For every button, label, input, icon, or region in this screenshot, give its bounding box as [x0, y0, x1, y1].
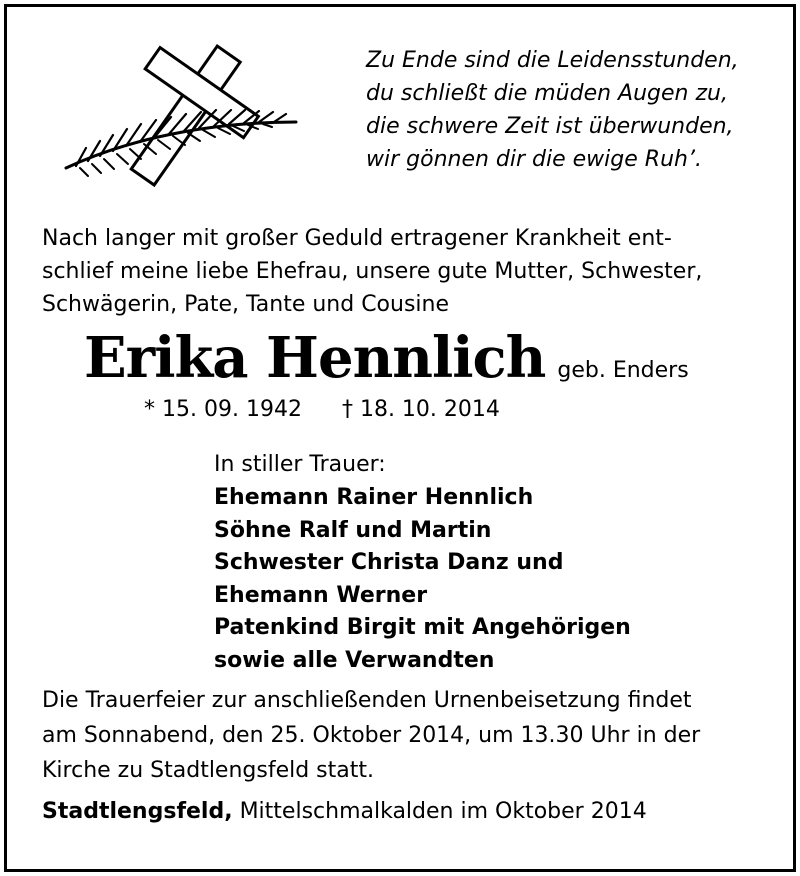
- poem-line: die schwere Zeit ist überwunden,: [366, 114, 734, 139]
- birth-date: * 15. 09. 1942: [144, 397, 302, 422]
- mourner-item: sowie alle Verwandten: [214, 647, 495, 673]
- poem-line: wir gönnen dir die ewige Ruh’.: [366, 147, 702, 172]
- intro-text: [42, 222, 772, 321]
- poem-line: Zu Ende sind die Leidensstunden,: [366, 48, 739, 73]
- mourner-item: Ehemann Werner: [214, 582, 428, 608]
- death-date: † 18. 10. 2014: [341, 397, 500, 422]
- intro-line: Schwägerin, Pate, Tante und Cousine: [42, 292, 450, 317]
- poem-verse: [366, 44, 786, 176]
- mourner-item: Schwester Christa Danz und: [214, 550, 564, 575]
- cross-with-palm-frond-icon: [56, 40, 306, 190]
- intro-line: Nach langer mit großer Geduld ertragener Krankheit ent-: [42, 226, 672, 251]
- mourner-item: Patenkind Birgit mit Angehörigen: [214, 615, 631, 640]
- service-announcement: [42, 683, 782, 788]
- mourner-item: Söhne Ralf und Martin: [214, 517, 492, 543]
- mourners-list: [214, 482, 631, 677]
- life-dates: [144, 395, 500, 425]
- service-line: Die Trauerfeier zur anschließenden Urnenbeisetzung findet: [42, 688, 692, 713]
- service-line: Kirche zu Stadtlengsfeld statt.: [42, 758, 374, 783]
- footer-place: Stadtlengsfeld,: [42, 799, 233, 824]
- place-date-line: [42, 796, 647, 828]
- footer-rest: Mittelschmalkalden im Oktober 2014: [239, 799, 647, 824]
- deceased-name-row: [84, 318, 784, 398]
- service-line: am Sonnabend, den 25. Oktober 2014, um 13.30 Uhr in der: [42, 723, 701, 748]
- palm-frond-shape: [66, 110, 296, 176]
- mourner-item: Ehemann Rainer Hennlich: [214, 485, 534, 510]
- poem-line: du schließt die müden Augen zu,: [366, 81, 728, 106]
- maiden-name: geb. Enders: [557, 358, 689, 383]
- intro-line: schlief meine liebe Ehefrau, unsere gute Mutter, Schwester,: [42, 259, 703, 284]
- mourners-heading: In stiller Trauer:: [214, 452, 386, 477]
- deceased-name: Erika Hennlich: [84, 325, 546, 391]
